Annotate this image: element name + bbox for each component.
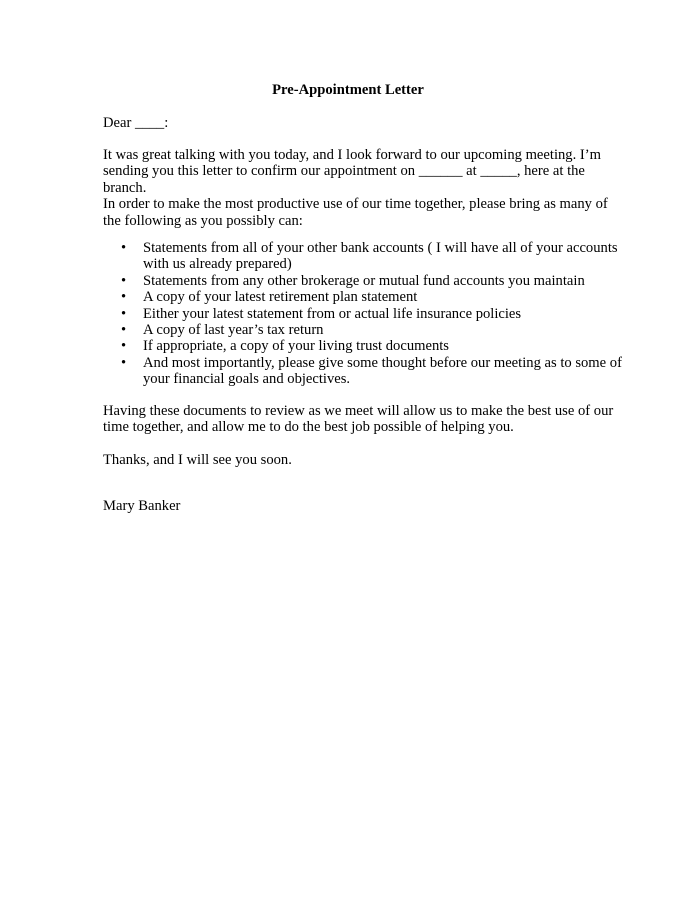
list-item xyxy=(103,355,622,388)
list-item-text: If appropriate, a copy of your living trust documents xyxy=(143,338,449,355)
intro-line: In order to make the most productive use of our time together, please bring as many of xyxy=(103,196,608,213)
document-checklist xyxy=(103,240,622,388)
list-item xyxy=(103,273,622,289)
bullet-icon: • xyxy=(121,321,127,338)
list-item-text: A copy of your latest retirement plan statement xyxy=(143,289,418,306)
closing-line: time together, and allow me to do the best job possible of helping you. xyxy=(103,419,514,436)
salutation-text: Dear ____: xyxy=(103,115,169,131)
list-item xyxy=(103,306,622,322)
closing-line: Having these documents to review as we meet will allow us to make the best use of our xyxy=(103,403,614,419)
bullet-icon: • xyxy=(121,272,127,289)
signature xyxy=(103,498,180,514)
closing-paragraph xyxy=(103,403,613,436)
list-item xyxy=(103,240,622,273)
intro-paragraph xyxy=(103,147,608,229)
list-item-text: your financial goals and objectives. xyxy=(143,371,351,388)
list-item-text: Statements from any other brokerage or mutual fund accounts you maintain xyxy=(143,272,585,289)
bullet-icon: • xyxy=(121,289,127,306)
intro-line: the following as you possibly can: xyxy=(103,212,303,229)
intro-line: It was great talking with you today, and I look forward to our upcoming meeting. I’m xyxy=(103,147,601,163)
thanks-line xyxy=(103,452,292,468)
intro-line: sending you this letter to confirm our appointment on ______ at _____, here at the xyxy=(103,163,585,180)
letter-title: Pre-Appointment Letter xyxy=(272,82,424,98)
intro-line: branch. xyxy=(103,179,147,196)
list-item-text: And most importantly, please give some thought before our meeting as to some of xyxy=(143,354,622,371)
list-item-text: with us already prepared) xyxy=(143,256,292,273)
list-item xyxy=(103,338,622,354)
thanks-text: Thanks, and I will see you soon. xyxy=(103,452,292,468)
list-item xyxy=(103,322,622,338)
salutation xyxy=(103,115,168,131)
list-item-text: Statements from all of your other bank accounts ( I will have all of your accounts xyxy=(143,240,618,256)
signature-name: Mary Banker xyxy=(103,498,181,514)
bullet-icon: • xyxy=(121,338,127,355)
bullet-icon: • xyxy=(121,305,127,322)
list-item-text: Either your latest statement from or actual life insurance policies xyxy=(143,305,522,322)
bullet-icon: • xyxy=(121,354,127,371)
list-item-text: A copy of last year’s tax return xyxy=(143,321,324,338)
bullet-icon: • xyxy=(121,240,127,256)
list-item xyxy=(103,289,622,305)
